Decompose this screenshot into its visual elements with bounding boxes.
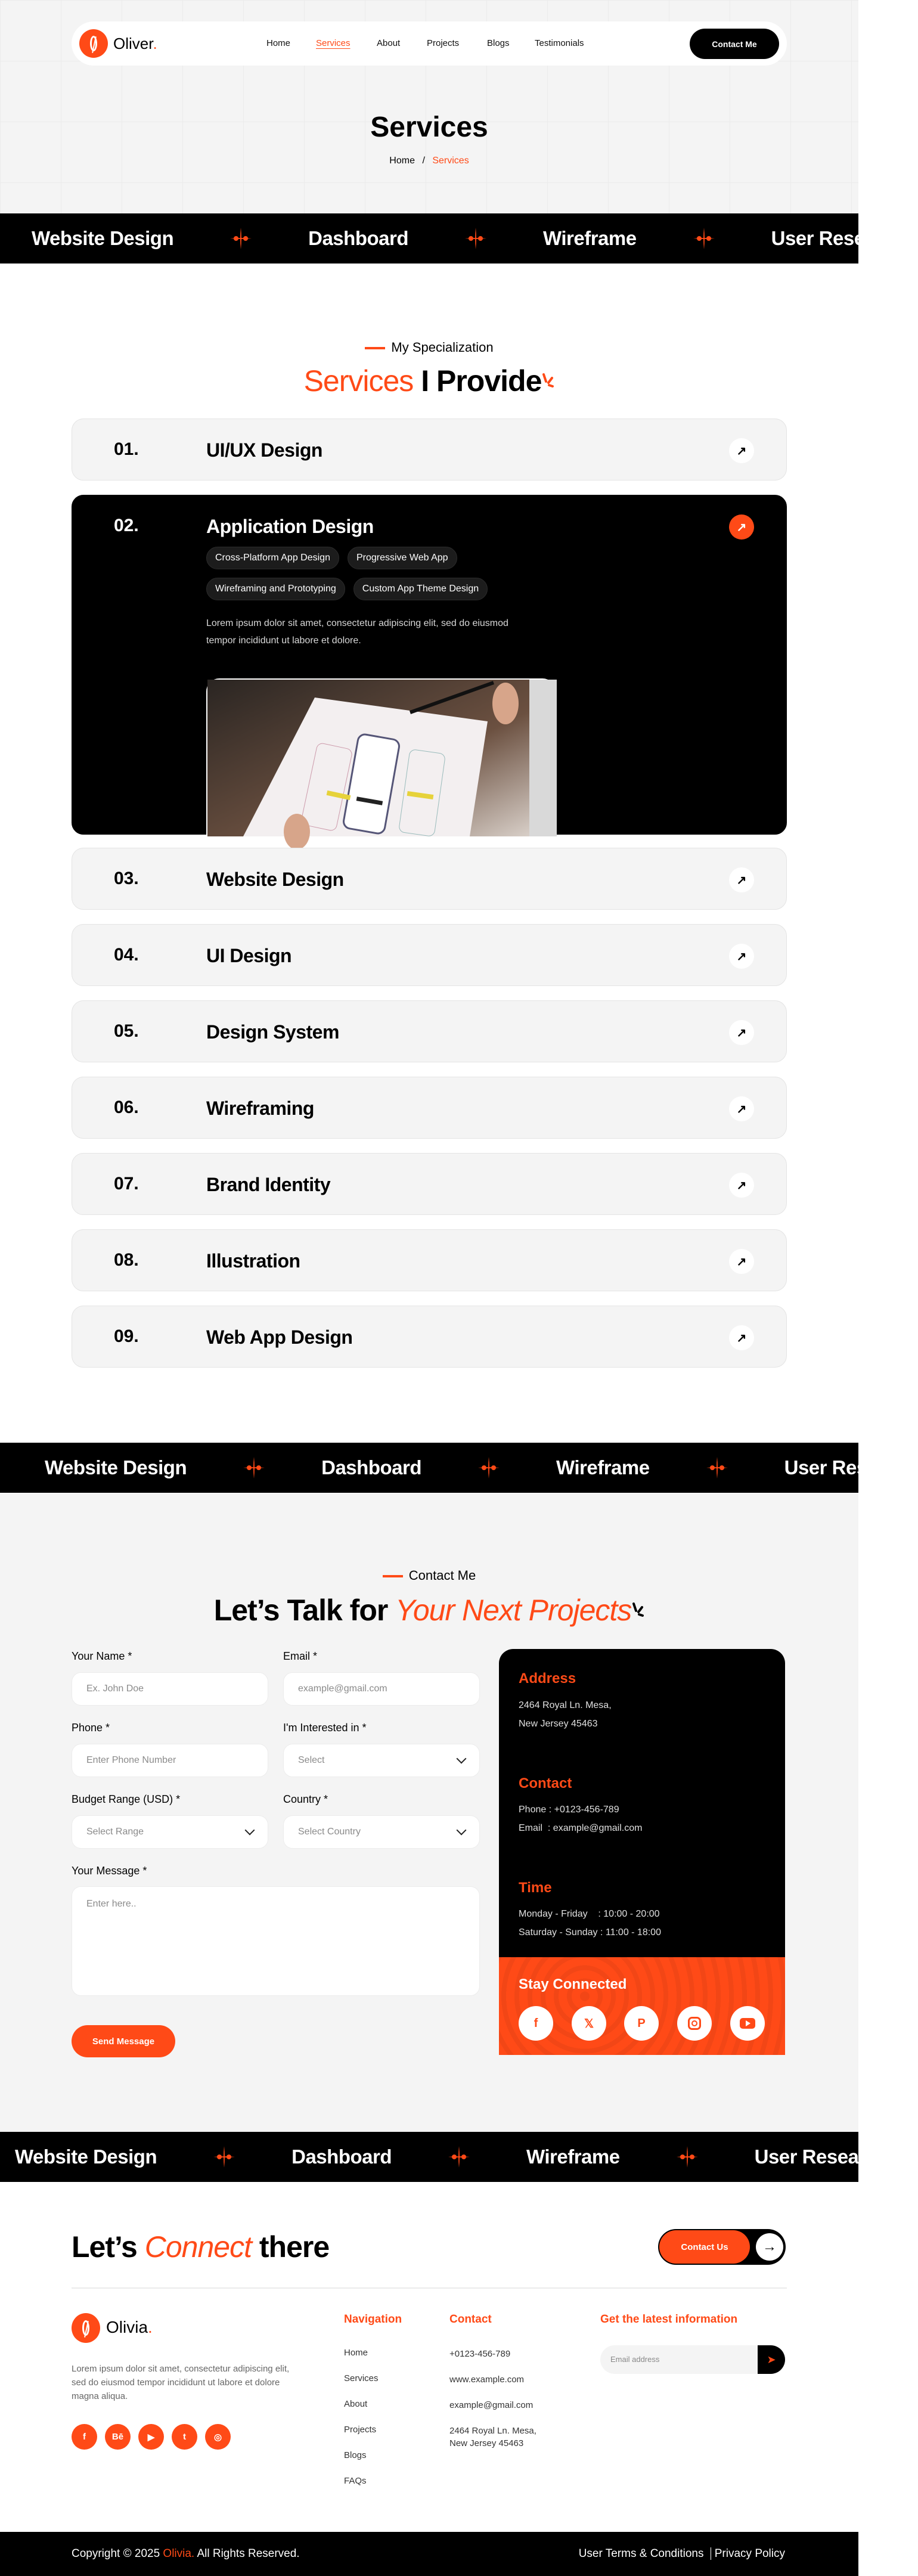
phone-input[interactable]: Enter Phone Number [72,1744,268,1777]
name-input[interactable]: Ex. John Doe [72,1672,268,1706]
arrow-up-right-icon[interactable]: ↗ [729,514,754,540]
footer-logo-icon[interactable] [72,2313,100,2343]
footer-cta-heading: Let’s Connect there [72,2230,330,2264]
marquee-banner [0,1443,918,1493]
contact-us-label[interactable]: Contact Us [659,2230,750,2264]
service-item[interactable] [72,1153,787,1215]
marquee-banner [0,213,905,264]
facebook-icon[interactable]: f [72,2424,97,2450]
interest-select[interactable]: Select [283,1744,480,1777]
address-text: 2464 Royal Ln. Mesa, New Jersey 45463 [519,1700,612,1729]
marquee-item: User Research [771,227,905,249]
section-label: Contact Me [0,1568,858,1583]
footer-nav-link[interactable]: About [344,2399,368,2409]
nav-blogs[interactable]: Blogs [487,38,510,48]
contact-me-button[interactable]: Contact Me [690,29,779,59]
hero-section [0,0,858,213]
footer-nav-link[interactable]: Blogs [344,2450,367,2460]
email-label: Email * [283,1650,318,1662]
service-tag: Wireframing and Prototyping [206,578,345,600]
chevron-down-icon [457,1825,467,1836]
navbar [72,21,787,66]
contact-heading: Let’s Talk for Your Next Projects [0,1593,858,1628]
service-tag: Custom App Theme Design [353,578,488,600]
budget-select[interactable]: Select Range [72,1815,268,1849]
arrow-up-right-icon[interactable]: ↗ [729,1325,754,1350]
marquee-item: Wireframe [526,2146,620,2168]
service-item[interactable] [72,1229,787,1291]
star-icon [693,228,715,249]
twitter-icon[interactable]: t [172,2424,197,2450]
service-tags [206,547,564,600]
nav-testimonials[interactable]: Testimonials [535,38,584,48]
marquee-item: User Research [784,1456,918,1478]
marquee-item: Dashboard [321,1456,421,1478]
contact-email: Email : example@gmail.com [519,1823,643,1833]
service-item[interactable] [72,419,787,481]
marquee-item: Website Design [15,2146,157,2168]
chevron-down-icon [245,1825,255,1836]
arrow-up-right-icon[interactable]: ↗ [729,1020,754,1045]
facebook-icon[interactable]: f [519,2006,553,2041]
service-item[interactable] [72,495,787,835]
service-number: 04. [114,945,139,965]
contact-phone: Phone : +0123-456-789 [519,1805,619,1815]
message-label: Your Message * [72,1865,147,1877]
legal-links [579,2547,785,2560]
nav-home[interactable]: Home [266,38,291,48]
footer-nav-title: Navigation [344,2313,402,2326]
send-message-button[interactable]: Send Message [72,2025,175,2057]
service-title: Illustration [206,1250,300,1272]
terms-link[interactable]: User Terms & Conditions [578,2547,704,2560]
service-image [206,678,556,835]
budget-label: Budget Range (USD) * [72,1793,181,1805]
marquee-item: User Research [754,2146,889,2168]
service-item[interactable] [72,1000,787,1062]
breadcrumb-home[interactable]: Home [389,156,415,166]
service-tag: Cross-Platform App Design [206,547,339,569]
sparkle-icon [541,364,554,382]
section-label: My Specialization [0,340,858,355]
instagram-icon[interactable] [677,2006,712,2041]
phone-label: Phone * [72,1722,110,1734]
service-number: 03. [114,869,139,888]
contact-us-button[interactable] [658,2229,786,2265]
service-description: Lorem ipsum dolor sit amet, consectetur adipiscing elit, sed do eiusmod tempor incididunt ut labore et dolore. [206,618,508,646]
nav-services[interactable]: Services [316,38,351,48]
footer-contact-item[interactable]: example@gmail.com [449,2400,534,2410]
service-title: UI/UX Design [206,439,322,461]
youtube-icon[interactable] [730,2006,765,2041]
hours-weekend: Saturday - Sunday : 11:00 - 18:00 [519,1927,661,1938]
logo-icon[interactable] [79,29,108,58]
service-title: Website Design [206,869,344,890]
newsletter-email-input[interactable]: Email address [610,2355,660,2364]
arrow-right-icon: → [756,2233,783,2261]
marquee-item: Website Design [32,227,174,249]
newsletter-title: Get the latest information [600,2313,738,2326]
breadcrumb-separator: / [422,156,425,166]
service-title: UI Design [206,945,292,966]
service-title: Wireframing [206,1098,314,1119]
footer-contact-item[interactable]: +0123-456-789 [449,2349,511,2359]
star-icon [478,1457,500,1478]
chevron-down-icon [457,1754,467,1764]
newsletter-form [600,2345,785,2374]
footer-contact-item: 2464 Royal Ln. Mesa, New Jersey 45463 [449,2426,536,2448]
star-icon [243,1457,265,1478]
service-number: 02. [114,516,139,535]
privacy-link[interactable]: Privacy Policy [714,2547,785,2560]
service-number: 09. [114,1326,139,1346]
arrow-up-right-icon[interactable]: ↗ [729,1096,754,1121]
copyright-text: Copyright © 2025 Olivia. All Rights Reserved. [72,2547,300,2560]
send-icon[interactable]: ➤ [758,2345,785,2374]
behance-icon[interactable]: Bē [105,2424,131,2450]
stay-connected-title: Stay Connected [519,1976,627,1992]
footer-about: Lorem ipsum dolor sit amet, consectetur adipiscing elit, sed do eiusmod tempor incididunt ut labore et dolore magna aliqua. [72,2364,290,2401]
address-title: Address [519,1670,576,1687]
logo-text[interactable]: Oliver. [113,35,157,52]
breadcrumb-current: Services [432,156,469,166]
footer-nav-link[interactable]: Projects [344,2425,377,2435]
hours-weekdays: Monday - Friday : 10:00 - 20:00 [519,1909,660,1919]
nav-about[interactable]: About [377,38,401,48]
star-icon [213,2146,235,2168]
service-item[interactable] [72,848,787,910]
page-title: Services [370,111,488,143]
email-input[interactable]: example@gmail.com [283,1672,480,1706]
arrow-up-right-icon[interactable]: ↗ [729,1173,754,1198]
footer-bottom-bar [0,2532,858,2576]
x-twitter-icon[interactable]: 𝕏 [572,2006,606,2041]
nav-projects[interactable]: Projects [427,38,460,48]
arrow-up-right-icon[interactable]: ↗ [729,944,754,969]
services-heading: Services I Provide [0,364,858,398]
footer-logo-text[interactable]: Olivia. [106,2318,153,2336]
interest-label: I'm Interested in * [283,1722,367,1734]
marquee-item: Wireframe [556,1456,650,1478]
message-textarea[interactable]: Enter here.. [72,1886,480,1996]
contact-title: Contact [519,1775,572,1791]
arrow-up-right-icon[interactable]: ↗ [729,867,754,892]
footer-contact-title: Contact [449,2313,492,2326]
service-title: Application Design [206,516,374,537]
arrow-up-right-icon[interactable]: ↗ [729,1249,754,1274]
star-icon [677,2146,698,2168]
arrow-up-right-icon[interactable]: ↗ [729,438,754,463]
service-item[interactable] [72,1077,787,1139]
service-title: Brand Identity [206,1174,331,1195]
service-number: 05. [114,1021,139,1041]
marquee-item: Dashboard [308,227,408,249]
name-label: Your Name * [72,1650,132,1662]
service-number: 07. [114,1174,139,1194]
footer-contact-item[interactable]: www.example.com [449,2374,525,2385]
sparkle-icon [631,1593,644,1611]
footer-social [72,2424,231,2450]
footer-divider [72,2287,787,2289]
youtube-icon[interactable]: ▶ [138,2424,164,2450]
footer-nav-link[interactable]: FAQs [344,2476,367,2486]
star-icon [706,1457,728,1478]
marquee-item: Dashboard [291,2146,392,2168]
breadcrumb [0,156,858,166]
marquee-item: Wireframe [543,227,637,249]
star-icon [465,228,486,249]
country-label: Country * [283,1793,328,1805]
service-number: 01. [114,439,139,459]
marquee-banner [0,2132,889,2182]
instagram-icon[interactable]: ◎ [205,2424,231,2450]
footer-nav-link[interactable]: Home [344,2348,368,2358]
stay-connected-panel [499,1957,785,2055]
time-title: Time [519,1880,552,1896]
service-title: Design System [206,1021,339,1043]
star-icon [230,228,252,249]
marquee-item: Website Design [45,1456,187,1478]
service-number: 08. [114,1250,139,1270]
star-icon [448,2146,470,2168]
contact-info-card [499,1649,785,2055]
country-select[interactable]: Select Country [283,1815,480,1849]
pinterest-icon[interactable]: P [624,2006,659,2041]
service-number: 06. [114,1098,139,1117]
service-item[interactable] [72,924,787,986]
service-tag: Progressive Web App [348,547,457,569]
footer-nav-link[interactable]: Services [344,2373,379,2383]
service-item[interactable] [72,1306,787,1368]
service-title: Web App Design [206,1326,353,1348]
